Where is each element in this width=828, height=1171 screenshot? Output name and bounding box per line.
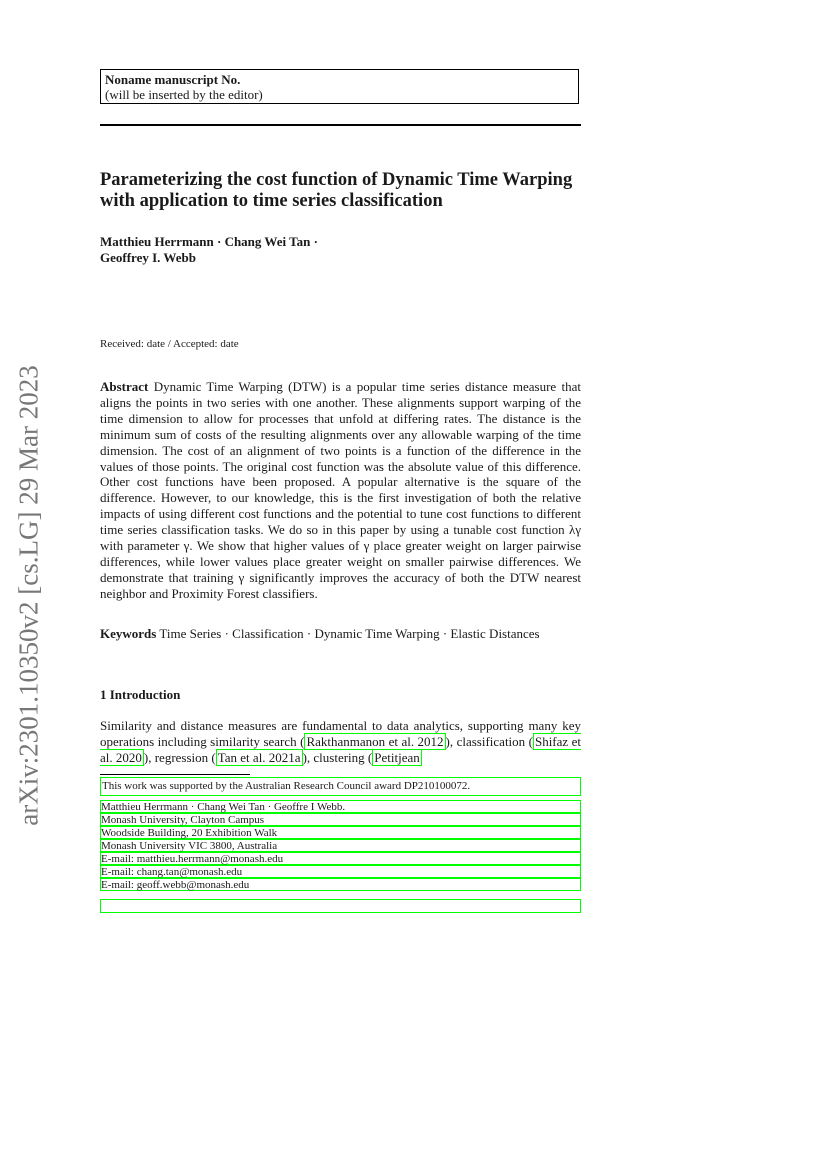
intro-text-2: ), classification ( [445, 733, 533, 749]
affiliation-line[interactable]: Matthieu Herrmann · Chang Wei Tan · Geoffre I Webb. [100, 800, 581, 813]
funding-footnote[interactable]: This work was supported by the Australian Research Council award DP210100072. [100, 777, 581, 796]
citation-link[interactable]: Shifaz et al. 2020 [100, 733, 582, 765]
keywords-label: Keywords [100, 626, 157, 641]
editor-note: (will be inserted by the editor) [105, 87, 263, 102]
intro-text-3: ), regression ( [143, 749, 216, 765]
author-list [100, 234, 581, 266]
affiliation-line[interactable]: Monash University, Clayton Campus [100, 813, 581, 826]
arxiv-sidebar [6, 340, 52, 850]
citation-link[interactable]: Petitjean [374, 749, 420, 765]
intro-text-1: Similarity and distance measures are fundamental to data analytics, supporting many key operations including similarity search ( [100, 718, 581, 749]
keywords-text: Time Series · Classification · Dynamic Time Warping · Elastic Distances [159, 626, 540, 641]
footnote-rule [100, 774, 250, 775]
author-line-2: Geoffrey I. Webb [100, 250, 196, 265]
email-link[interactable]: E-mail: matthieu.herrmann@monash.edu [100, 852, 581, 865]
empty-link-box[interactable] [100, 899, 581, 913]
citation-link[interactable]: Tan et al. 2021a [217, 749, 301, 765]
citation-link[interactable]: Rakthanmanon et al. 2012 [306, 733, 444, 749]
keywords [100, 626, 581, 642]
arxiv-identifier: arXiv:2301.10350v2 [cs.LG] 29 Mar 2023 [13, 364, 44, 826]
header-rule [100, 124, 581, 126]
abstract [100, 379, 581, 602]
paper-title: Parameterizing the cost function of Dynamic Time Warping with application to time series classification [100, 170, 573, 211]
abstract-label: Abstract [100, 379, 149, 394]
abstract-text: Dynamic Time Warping (DTW) is a popular time series distance measure that aligns the points in two series with one another. These alignments support warping of the time dimension to allow for processes that unfold at differing rates. The distance is the minimum sum of costs of the resulting alignments over any allowable warping of the time dimension. The cost of an alignment of two points is a function of the difference in the values of those points. The original cost function was the absolute value of this difference. Other cost functions have been proposed. A popular alternative is the square of the difference. However, to our knowledge, this is the first investigation of both the relative impacts of using different cost functions and the potential to tune cost functions to different time series classification tasks. We do so in this paper by using a tunable cost function λγ with parameter γ. We show that higher values of γ place greater weight on larger pairwise differences, while lower values place greater weight on smaller pairwise differences. We demonstrate that training γ significantly improves the accuracy of both the DTW nearest neighbor and Proximity Forest classifiers. [100, 379, 581, 601]
intro-paragraph [100, 718, 581, 766]
affiliation-line[interactable]: Monash University VIC 3800, Australia [100, 839, 581, 852]
intro-text-4: ), clustering ( [302, 749, 373, 765]
affiliation-line[interactable]: Woodside Building, 20 Exhibition Walk [100, 826, 581, 839]
manuscript-number: Noname manuscript No. [105, 72, 241, 87]
email-link[interactable]: E-mail: geoff.webb@monash.edu [100, 878, 581, 891]
editor-note-box [100, 69, 579, 104]
received-date: Received: date / Accepted: date [100, 338, 239, 350]
author-line-1: Matthieu Herrmann · Chang Wei Tan · [100, 234, 318, 249]
email-link[interactable]: E-mail: chang.tan@monash.edu [100, 865, 581, 878]
section-heading: 1 Introduction [100, 687, 181, 702]
